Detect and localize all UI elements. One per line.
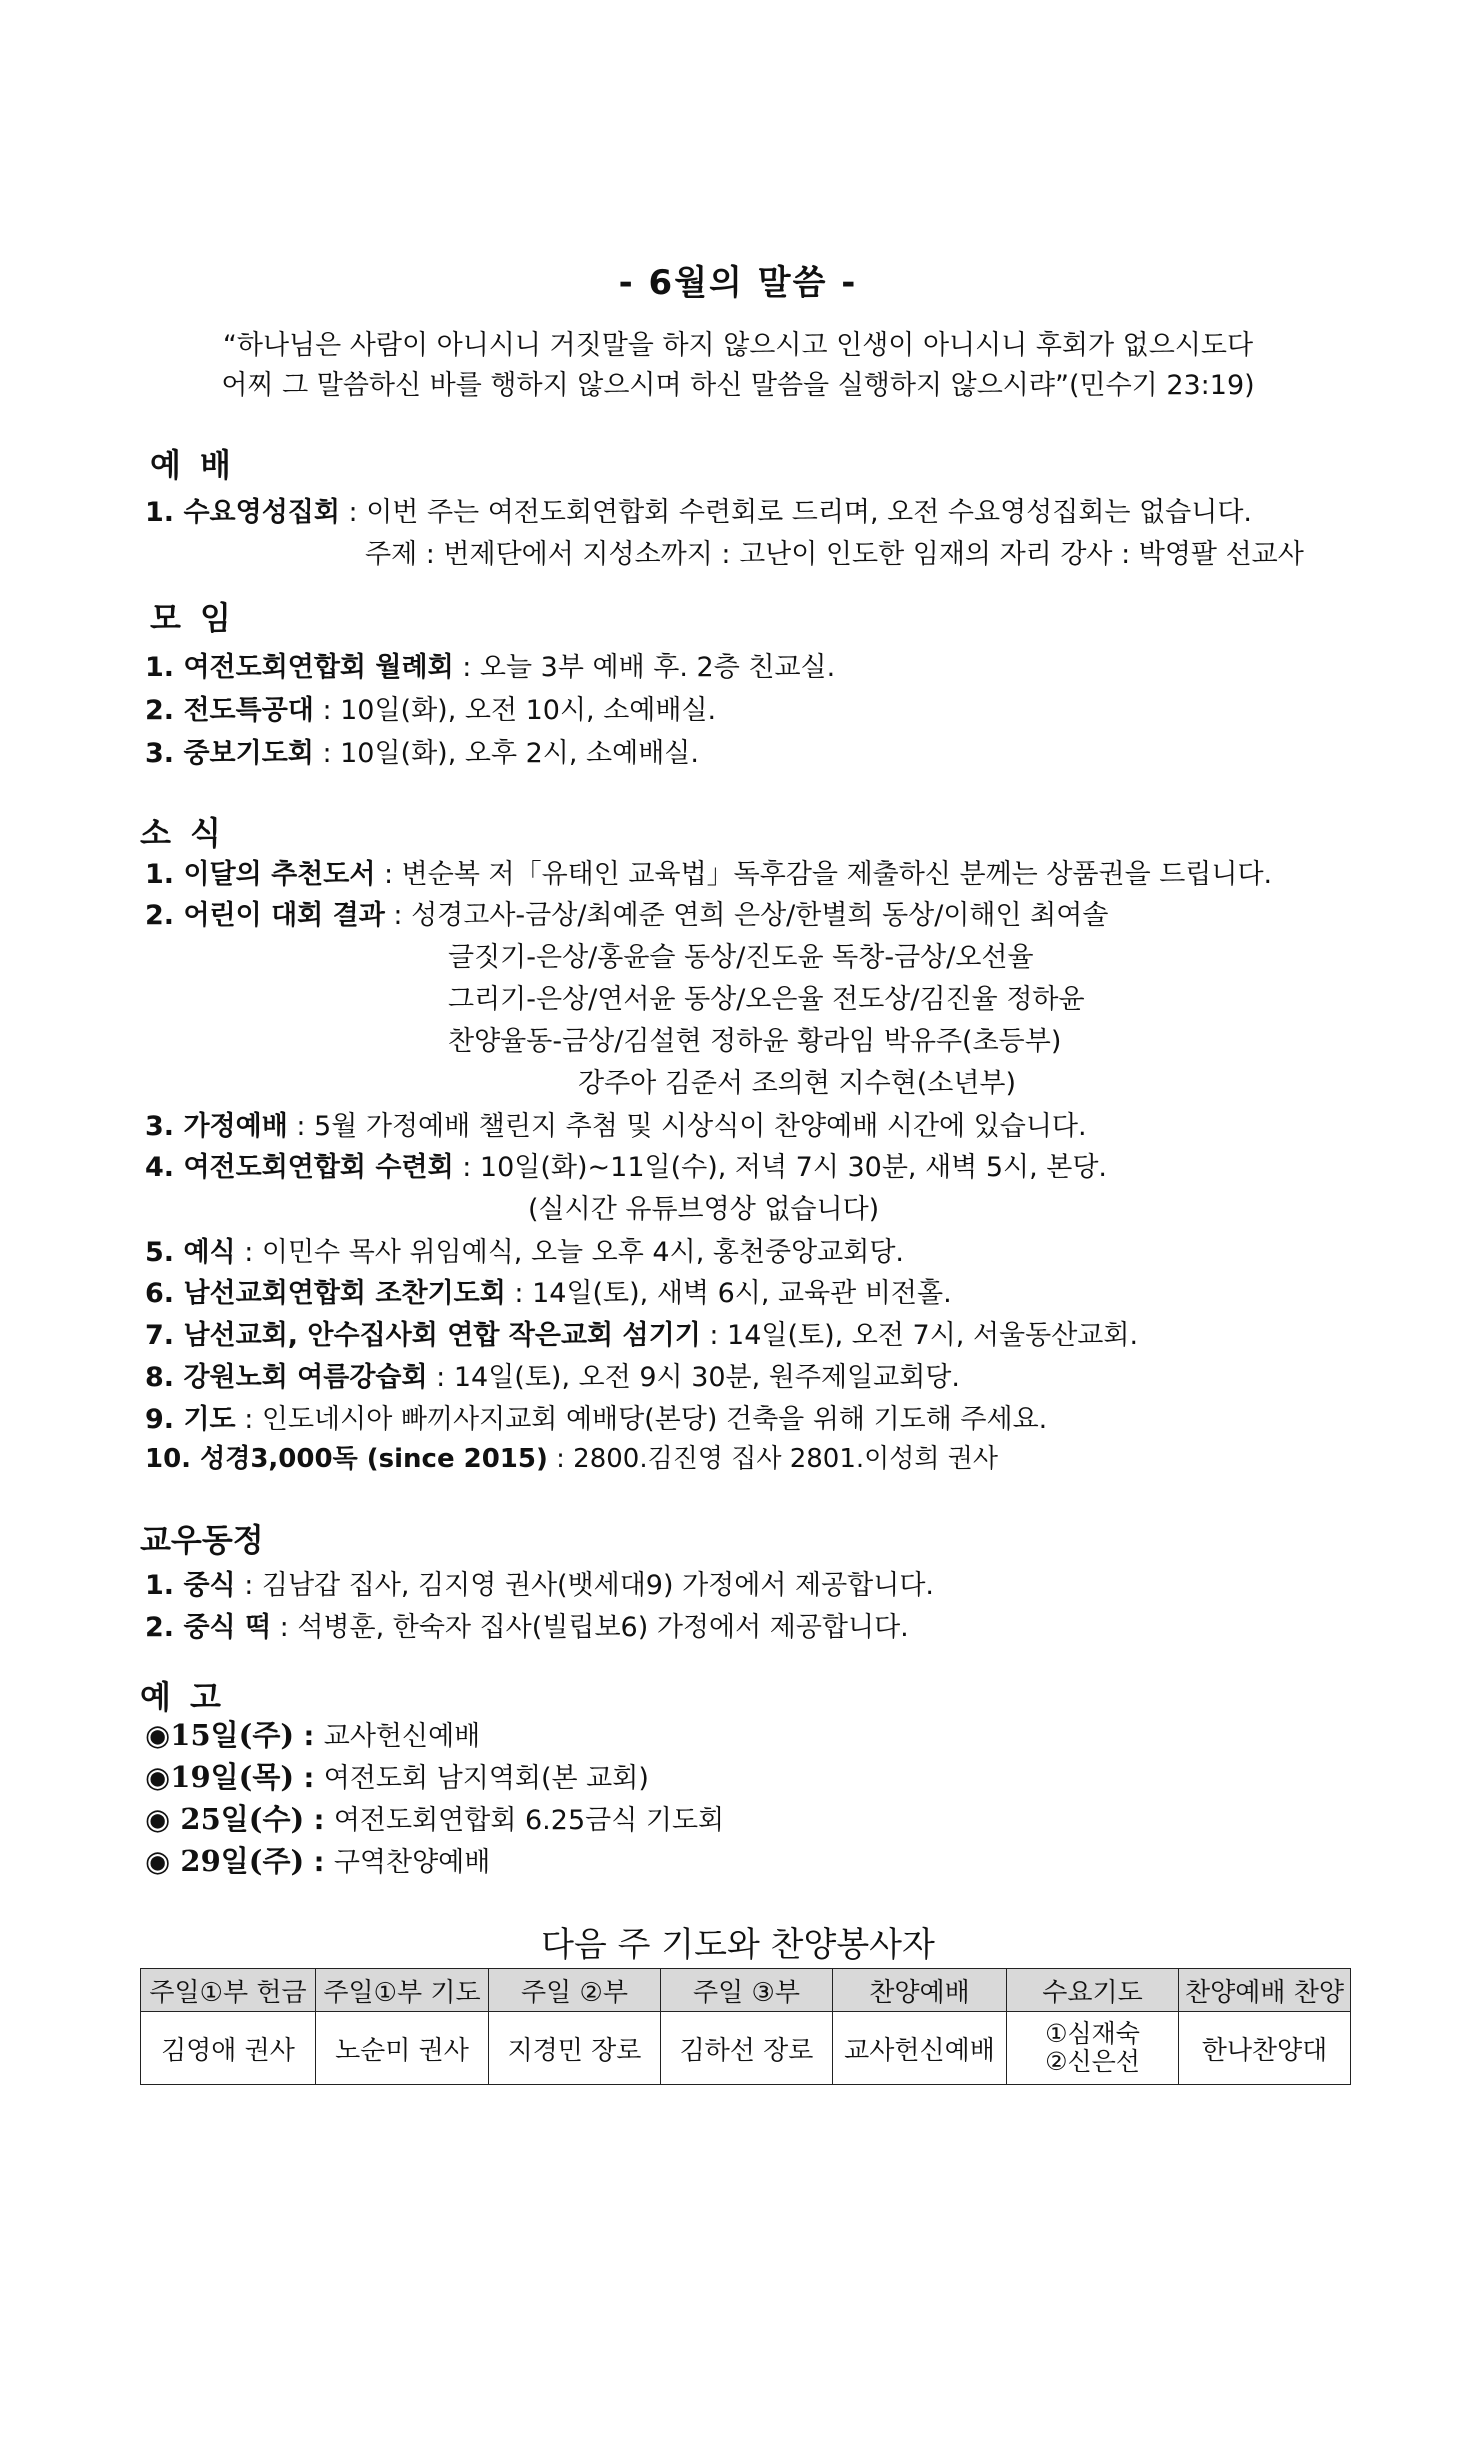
news-item-2-line-3: 찬양율동-금상/김설현 정하윤 황라임 박유주(초등부): [448, 1026, 1062, 1057]
news-item-4-label: 4. 여전도회연합회 수련회: [145, 1152, 454, 1183]
upcoming-item-3: [145, 1797, 724, 1838]
news-item-9-label: 9. 기도: [145, 1404, 236, 1435]
upcoming-item-1-sep: :: [294, 1721, 324, 1752]
worship-item-1-label: 1. 수요영성집회: [145, 497, 340, 528]
meetings-item-3: [145, 731, 699, 770]
news-item-1-text: : 변순복 저「유태인 교육법」독후감을 제출하신 분께는 상품권을 드립니다.: [375, 859, 1273, 890]
news-item-7-label: 7. 남선교회, 안수집사회 연합 작은교회 섬기기: [145, 1320, 701, 1351]
schedule-header-cell: 주일 ③부: [661, 1969, 833, 2012]
schedule-cell: 한나찬양대: [1179, 2012, 1351, 2085]
worship-item-1-text: : 이번 주는 여전도회연합회 수련회로 드리며, 오전 수요영성집회는 없습니다.: [339, 497, 1252, 528]
news-item-2: [145, 893, 1108, 932]
news-item-8-label: 8. 강원노회 여름강습회: [145, 1362, 428, 1393]
schedule-table: [140, 1968, 1351, 2085]
meetings-heading: 모 임: [150, 599, 235, 637]
news-item-9-text: : 인도네시아 빠끼사지교회 예배당(본당) 건축을 위해 기도해 주세요.: [235, 1404, 1048, 1435]
news-item-10: [145, 1438, 998, 1475]
schedule-header-cell: 주일①부 헌금: [141, 1969, 316, 2012]
meetings-item-2-text: : 10일(화), 오전 10시, 소예배실.: [313, 695, 717, 726]
members-item-1: [145, 1563, 934, 1602]
news-item-5: [145, 1230, 904, 1269]
upcoming-item-4-sep: :: [304, 1847, 334, 1878]
news-item-3-label: 3. 가정예배: [145, 1111, 288, 1142]
schedule-header-cell: 찬양예배 찬양: [1179, 1969, 1351, 2012]
members-item-2: [145, 1605, 909, 1644]
schedule-header-row: [141, 1969, 1351, 2012]
upcoming-item-3-event: 여전도회연합회 6.25금식 기도회: [333, 1805, 725, 1836]
schedule-cell: 교사헌신예배: [833, 2012, 1007, 2085]
upcoming-item-1-event: 교사헌신예배: [323, 1721, 481, 1752]
upcoming-heading: 예 고: [140, 1678, 225, 1716]
members-item-2-text: : 석병훈, 한숙자 집사(빌립보6) 가정에서 제공합니다.: [271, 1612, 909, 1643]
news-item-6-text: : 14일(토), 새벽 6시, 교육관 비전홀.: [505, 1278, 952, 1309]
schedule-title: 다음 주 기도와 찬양봉사자: [541, 1925, 935, 1965]
wednesday-prayer-1: ①심재숙: [1045, 2019, 1140, 2048]
news-item-10-label: 10. 성경3,000독 (since 2015): [145, 1444, 548, 1474]
news-item-2-line-2: 그리기-은상/연서윤 동상/오은율 전도상/김진율 정하윤: [448, 984, 1085, 1015]
schedule-cell: 지경민 장로: [489, 2012, 661, 2085]
worship-item-1: [145, 490, 1252, 529]
members-item-2-label: 2. 중식 떡: [145, 1612, 272, 1643]
news-item-4-sub: (실시간 유튜브영상 없습니다): [528, 1194, 880, 1225]
schedule-row: [141, 2012, 1351, 2085]
upcoming-item-2: [145, 1755, 649, 1796]
schedule-cell: 노순미 권사: [316, 2012, 489, 2085]
schedule-header-cell: 수요기도: [1007, 1969, 1179, 2012]
upcoming-item-2-sep: :: [294, 1763, 324, 1794]
members-item-1-label: 1. 중식: [145, 1570, 236, 1601]
wednesday-prayer-2: ②신은선: [1045, 2047, 1140, 2076]
upcoming-item-4-event: 구역찬양예배: [333, 1847, 491, 1878]
worship-item-1-sub: 주제 : 번제단에서 지성소까지 : 고난이 인도한 임재의 자리 강사 : 박영팔 선교사: [365, 539, 1304, 570]
members-heading: 교우동정: [140, 1521, 264, 1559]
news-item-2-line-4: 강주아 김준서 조의현 지수현(소년부): [578, 1068, 1017, 1099]
page-title: - 6월의 말씀 -: [618, 263, 858, 303]
news-item-6-label: 6. 남선교회연합회 조찬기도회: [145, 1278, 506, 1309]
meetings-item-2: [145, 688, 716, 727]
worship-heading: 예 배: [150, 446, 235, 484]
meetings-item-1-text: : 오늘 3부 예배 후. 2층 친교실.: [453, 652, 836, 683]
news-item-8: [145, 1355, 960, 1394]
upcoming-item-4: [145, 1839, 490, 1880]
news-item-1: [145, 852, 1272, 891]
verse-line-1: “하나님은 사람이 아니시니 거짓말을 하지 않으시고 인생이 아니시니 후회가 없으시도다: [222, 330, 1254, 361]
news-heading: 소 식: [140, 814, 225, 852]
news-item-2-line-1: 글짓기-은상/홍윤슬 동상/진도윤 독창-금상/오선율: [448, 942, 1034, 973]
news-item-6: [145, 1271, 952, 1310]
news-item-10-text: : 2800.김진영 집사 2801.이성희 권사: [547, 1444, 998, 1474]
verse-line-2: 어찌 그 말씀하신 바를 행하지 않으시며 하신 말씀을 실행하지 않으시랴”(민수기 23:19): [221, 370, 1255, 401]
news-item-1-label: 1. 이달의 추천도서: [145, 859, 376, 890]
upcoming-item-3-date: ◉ 25일(수): [145, 1802, 305, 1836]
schedule-header-cell: 주일 ②부: [489, 1969, 661, 2012]
news-item-7: [145, 1313, 1138, 1352]
meetings-item-3-label: 3. 중보기도회: [145, 738, 314, 769]
upcoming-item-4-date: ◉ 29일(주): [145, 1844, 305, 1878]
news-item-4-text: : 10일(화)~11일(수), 저녁 7시 30분, 새벽 5시, 본당.: [453, 1152, 1108, 1183]
news-item-3: [145, 1104, 1087, 1143]
news-item-2-text: : 성경고사-금상/최예준 연희 은상/한별희 동상/이해인 최여솔: [384, 900, 1109, 931]
news-item-4: [145, 1145, 1107, 1184]
upcoming-item-1-date: ◉15일(주): [145, 1718, 295, 1752]
schedule-header-cell: 찬양예배: [833, 1969, 1007, 2012]
upcoming-item-2-event: 여전도회 남지역회(본 교회): [323, 1763, 649, 1794]
meetings-item-1-label: 1. 여전도회연합회 월례회: [145, 652, 454, 683]
members-item-1-text: : 김남갑 집사, 김지영 권사(뱃세대9) 가정에서 제공합니다.: [235, 1570, 934, 1601]
schedule-cell-wednesday: [1007, 2012, 1179, 2085]
meetings-item-3-text: : 10일(화), 오후 2시, 소예배실.: [313, 738, 699, 769]
upcoming-item-1: [145, 1713, 480, 1754]
schedule-cell: 김하선 장로: [661, 2012, 833, 2085]
schedule-header-cell: 주일①부 기도: [316, 1969, 489, 2012]
upcoming-item-3-sep: :: [304, 1805, 334, 1836]
news-item-5-label: 5. 예식: [145, 1237, 236, 1268]
meetings-item-1: [145, 645, 835, 684]
upcoming-item-2-date: ◉19일(목): [145, 1760, 295, 1794]
news-item-3-text: : 5월 가정예배 챌린지 추첨 및 시상식이 찬양예배 시간에 있습니다.: [287, 1111, 1087, 1142]
schedule-cell: 김영애 권사: [141, 2012, 316, 2085]
news-item-8-text: : 14일(토), 오전 9시 30분, 원주제일교회당.: [427, 1362, 960, 1393]
news-item-5-text: : 이민수 목사 위임예식, 오늘 오후 4시, 홍천중앙교회당.: [235, 1237, 905, 1268]
news-item-2-label: 2. 어린이 대회 결과: [145, 900, 385, 931]
news-item-9: [145, 1397, 1047, 1436]
meetings-item-2-label: 2. 전도특공대: [145, 695, 314, 726]
news-item-7-text: : 14일(토), 오전 7시, 서울동산교회.: [700, 1320, 1139, 1351]
